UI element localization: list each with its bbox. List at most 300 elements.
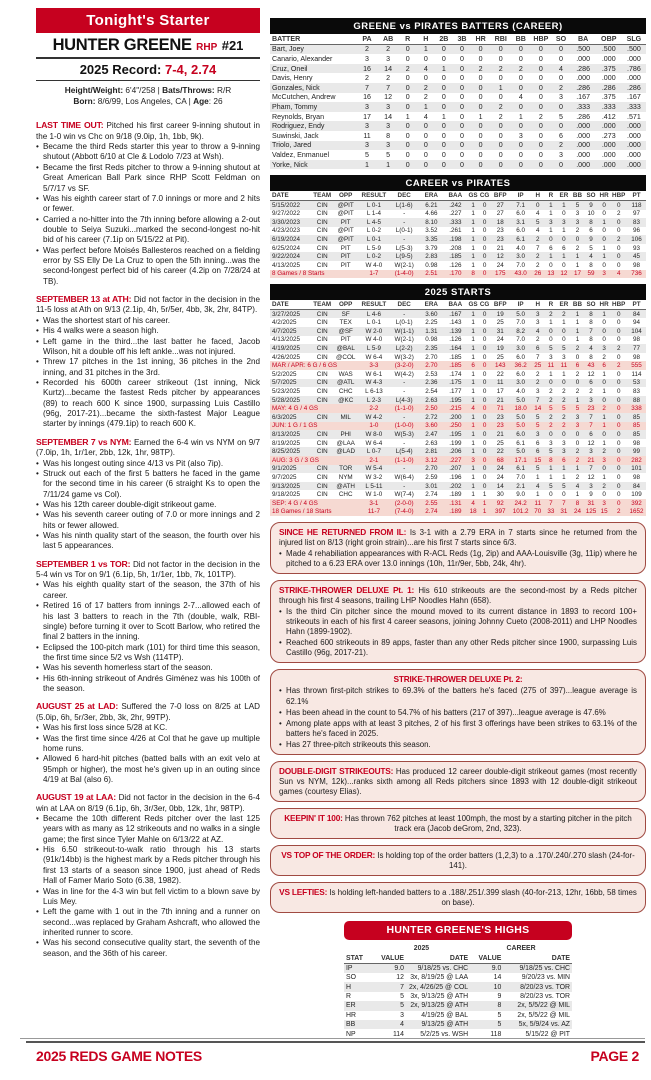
table-cell: CIN	[316, 413, 328, 421]
table-cell: 2	[562, 413, 566, 421]
table-cell: 12	[384, 93, 393, 102]
table-cell: 0	[616, 430, 621, 438]
table-cell: 0	[559, 160, 563, 169]
table-cell: 3	[562, 218, 566, 226]
box-heading: SINCE HE RETURNED FROM IL:	[279, 527, 407, 538]
table-cell: 5	[400, 1002, 404, 1010]
table-cell: 0	[498, 150, 503, 159]
table-row	[270, 309, 646, 318]
table-row	[344, 992, 572, 1001]
group-header: CAREER	[506, 945, 536, 953]
table-cell: 3	[562, 448, 566, 456]
table-cell: 5.0	[516, 422, 525, 430]
table-cell: W(7-4)	[394, 491, 414, 499]
table-cell: CIN	[316, 473, 328, 481]
table-cell: 1	[471, 387, 475, 395]
table-cell: 0	[482, 236, 487, 244]
table-cell: 0	[602, 227, 606, 235]
table-cell: PHI	[340, 430, 351, 438]
table-row	[270, 44, 646, 54]
table-cell: 118	[490, 1030, 502, 1038]
table-cell: 2	[365, 74, 369, 83]
table-cell: 71	[496, 405, 504, 413]
column-header: BB	[571, 300, 585, 309]
table-cell: 1	[471, 236, 475, 244]
table-cell: 0	[441, 83, 446, 92]
table-cell: 0	[441, 102, 446, 111]
table-cell: CIN	[316, 327, 328, 335]
table-cell: 8	[589, 319, 593, 327]
highs-banner: HUNTER GREENE'S HIGHS	[344, 921, 572, 940]
table-cell: 0	[518, 83, 523, 92]
table-cell: 31	[587, 499, 595, 507]
table-cell: 1	[575, 396, 580, 404]
table-cell: 0	[602, 210, 606, 218]
column-header: STAT	[344, 953, 373, 963]
table-cell: 77	[633, 345, 641, 353]
column-header: CG	[479, 301, 490, 309]
table-cell: 0	[482, 319, 487, 327]
table-row	[270, 141, 646, 151]
table-cell: 2.1	[516, 482, 525, 490]
column-header: H	[531, 300, 545, 309]
box-heading: STRIKE-THROWER DELUXE Pt. 2:	[393, 674, 523, 685]
table-cell: 0	[405, 93, 410, 102]
table-cell: 6.0	[516, 370, 525, 378]
table-cell: 0	[562, 210, 566, 218]
table-cell: 27	[496, 201, 504, 209]
table-cell: .126	[449, 336, 462, 344]
footer-right: PAGE 2	[590, 1048, 639, 1064]
table-cell: 0	[405, 150, 410, 159]
table-cell: Canario, Alexander	[272, 54, 333, 63]
table-row	[270, 270, 646, 279]
table-cell: 2	[575, 387, 580, 395]
bullet-item: • Was the first time since 4/26 at Col that he gave up multiple home runs.	[36, 734, 260, 755]
bullet-item: • Eclipsed the 100-pitch mark (101) for third time this season, the first time since 5/2 vs Wsh (114TP).	[36, 643, 260, 664]
table-cell: 2.55	[425, 499, 438, 507]
table-cell: @COL	[336, 353, 356, 361]
table-cell: 2.59	[425, 473, 438, 481]
table-cell: 18.0	[514, 405, 527, 413]
table-cell: @PIT	[337, 236, 354, 244]
table-row	[270, 413, 646, 422]
table-cell: 6	[471, 362, 475, 370]
table-cell: 1	[602, 413, 606, 421]
table-cell: 1	[602, 422, 606, 430]
table-cell: 5	[497, 1021, 502, 1029]
table-cell: 0.98	[425, 261, 438, 269]
table-row	[344, 1011, 572, 1020]
table-cell: (1-4-0)	[394, 270, 414, 278]
box-text: STRIKE-THROWER DELUXE Pt. 1: His 610 strikeouts are the second-most by a Reds pitcher through his first 4 seasons, trailing LHP Noodles Hahn (658).	[279, 585, 638, 606]
table-cell: 7	[589, 413, 593, 421]
table-cell: 0	[482, 482, 487, 490]
table-cell: 2	[562, 387, 566, 395]
table-cell: 1	[471, 491, 475, 499]
table-cell: 0	[441, 141, 446, 150]
table-cell: 2	[536, 336, 540, 344]
group-header-blank	[344, 944, 373, 953]
table-cell: 0	[616, 336, 621, 344]
table-cell: .786	[626, 64, 641, 73]
table-cell: -	[403, 379, 406, 387]
table-cell: 11-7	[367, 508, 380, 516]
table-cell: PIT	[340, 336, 351, 344]
table-cell: 0	[562, 327, 566, 335]
table-cell: TEX	[339, 319, 352, 327]
table-cell: 2	[423, 93, 428, 102]
table-cell: BB	[346, 1021, 356, 1029]
player-number: #21	[221, 38, 244, 53]
box-heading: DOUBLE-DIGIT STRIKEOUTS:	[279, 765, 394, 776]
table-body	[270, 309, 646, 516]
right-column	[270, 18, 646, 1039]
table-cell: 4	[423, 112, 428, 121]
table-cell: 3	[536, 387, 540, 395]
table-cell: 3	[562, 439, 566, 447]
table-cell: L(0-1)	[395, 319, 413, 327]
bio-line-1	[36, 85, 260, 96]
table-cell: 12	[587, 370, 595, 378]
info-box	[270, 808, 646, 839]
table-cell: 4	[616, 270, 621, 278]
game-notes-sections	[36, 120, 260, 959]
table-body	[344, 963, 572, 1039]
table-cell: 0	[616, 473, 621, 481]
table-cell: 2x, 5/5/22 @ MIL	[517, 1002, 570, 1010]
table-cell: 0	[616, 387, 621, 395]
table-cell: 23	[587, 405, 595, 413]
tonights-starter-banner: Tonight's Starter	[36, 8, 260, 33]
table-cell: 2.63	[425, 396, 438, 404]
table-cell: 9/13/25 @ ATH	[421, 1021, 469, 1029]
table-cell: 85	[633, 422, 641, 430]
table-cell: 0	[460, 160, 464, 169]
table-cell: 1	[549, 370, 553, 378]
table-cell: 0	[575, 353, 580, 361]
table-cell: 0	[498, 131, 503, 140]
table-row	[270, 336, 646, 345]
table-cell: 12	[560, 270, 568, 278]
table-cell: 3	[518, 131, 523, 140]
table-cell: 2.50	[425, 405, 438, 413]
column-header: DATE	[406, 953, 470, 963]
table-cell: 0	[482, 218, 487, 226]
table-cell: 0	[478, 150, 483, 159]
column-header: HR	[599, 301, 609, 309]
table-row	[270, 235, 646, 244]
table-cell: .000	[576, 54, 591, 63]
table-cell: 4	[575, 482, 580, 490]
table-cell: -	[403, 482, 406, 490]
table-cell: 1	[471, 310, 475, 318]
table-cell: CIN	[316, 387, 328, 395]
table-cell: 0	[460, 102, 464, 111]
section-heading: AUGUST 19 at LAA:	[36, 792, 116, 803]
table-cell: 3.01	[425, 482, 438, 490]
table-cell: .175	[449, 379, 462, 387]
column-header: HBP	[530, 34, 551, 44]
table-cell: 84	[633, 482, 641, 490]
table-cell: 36.2	[514, 362, 527, 370]
table-cell: .167	[576, 93, 591, 102]
table-cell: 0	[616, 353, 621, 361]
table-cell: .286	[576, 83, 591, 92]
table-row	[270, 64, 646, 74]
info-box	[270, 845, 646, 876]
table-cell: 0	[616, 482, 621, 490]
table-cell: 0	[405, 45, 410, 54]
table-cell: 0	[405, 74, 410, 83]
table-cell: 0	[482, 396, 487, 404]
table-body	[270, 44, 646, 169]
table-cell: 70	[534, 508, 542, 516]
table-cell: 114	[392, 1030, 404, 1038]
table-cell: SF	[341, 310, 350, 318]
section-heading: SEPTEMBER 1 vs TOR:	[36, 558, 131, 569]
table-cell: 17.1	[514, 456, 527, 464]
table-cell: 1	[536, 491, 540, 499]
table-cell: 4/26/2025	[272, 353, 301, 361]
table-cell: @BAL	[336, 345, 355, 353]
table-cell: 24	[496, 465, 504, 473]
table-cell: 2	[575, 456, 580, 464]
table-cell: 0	[602, 201, 606, 209]
table-cell: L(9-5)	[395, 253, 413, 261]
table-cell: .000	[601, 160, 616, 169]
table-row	[270, 422, 646, 431]
table-cell: 2	[559, 141, 563, 150]
header-row	[270, 191, 646, 200]
table-cell: 0	[559, 54, 563, 63]
table-cell: 0	[602, 236, 606, 244]
table-cell: 0	[478, 160, 483, 169]
table-cell: 0	[460, 74, 464, 83]
table-cell: CIN	[316, 210, 328, 218]
table-cell: 43.0	[514, 270, 527, 278]
table-cell: .185	[449, 253, 462, 261]
table-cell: 7	[536, 396, 540, 404]
bio-segment: R/R	[214, 85, 232, 95]
table-cell: 6	[602, 362, 606, 370]
table-cell: 0	[482, 201, 487, 209]
table-cell: W 3-2	[365, 473, 383, 481]
table-cell: 4	[559, 64, 563, 73]
table-cell: 5	[549, 482, 553, 490]
table-cell: 14	[496, 482, 504, 490]
table-cell: .261	[449, 227, 462, 235]
table-cell: 1	[471, 422, 475, 430]
table-cell: 14	[493, 974, 502, 982]
table-cell: 11	[363, 131, 371, 140]
table-cell: 0	[518, 45, 523, 54]
section-intro: LAST TIME OUT: Pitched his first career 9-inning shutout in the 1-0 win vs Chc on 9/18 (9.0ip, 1h, 1bb, 9k).	[36, 120, 260, 141]
table-cell: 2	[575, 448, 580, 456]
table-cell: 19	[496, 310, 504, 318]
table-cell: 2.36	[425, 379, 438, 387]
table-cell: 397	[494, 508, 506, 516]
table-cell: 8/20/23 vs. TOR	[520, 993, 570, 1000]
table-cell: 21	[496, 244, 504, 252]
table-cell: 13	[547, 270, 555, 278]
table-cell: 2.74	[425, 491, 438, 499]
table-cell: 0	[441, 160, 446, 169]
bullet-item: • Retired 16 of 17 batters from innings 2-7...allowed each of his last 3 batters to reach in the 7th (double, walk, RBI-single) before turning it over to Scott Barlow, who retired the final 2 batters in the inning.	[36, 601, 260, 642]
table-cell: 1	[562, 465, 566, 473]
table-cell: 5	[575, 201, 580, 209]
table-cell: 2	[498, 64, 503, 73]
note-section	[36, 792, 260, 959]
table-cell: 0.98	[425, 336, 438, 344]
column-header: IP	[510, 191, 531, 200]
column-header: VALUE	[373, 953, 406, 963]
table-cell: 26	[534, 270, 542, 278]
table-row	[270, 361, 646, 370]
table-cell: 4	[423, 64, 428, 73]
column-header: TEAM	[313, 192, 332, 200]
table-row	[270, 160, 646, 170]
table-cell: CIN	[316, 319, 328, 327]
table-cell: 109	[631, 491, 642, 499]
table-cell: 6	[562, 244, 566, 252]
table-cell: 5	[386, 150, 391, 159]
column-header: DEC	[389, 191, 419, 200]
info-box	[270, 882, 646, 913]
column-header: BFP	[490, 191, 510, 200]
table-cell: 0	[536, 201, 540, 209]
table-cell: 0	[562, 261, 566, 269]
table-cell: 5	[559, 112, 563, 121]
bullet-item: • Is the third Cin pitcher since the mound moved to its current distance in 1893 to record 100+ strikeouts in each of his first 4 career seasons, joining Johnny Cueto (2008-2011) and LHP Noodles Hahn (1899-1902).	[279, 607, 637, 637]
table-cell: 5/2/2025	[272, 370, 297, 378]
bullet-item: • Made 4 rehabiliation appearances with R-ACL Reds (1g, 2ip) and AAA-Louisville (3g, 11ip) where he pitched to a 6.23 ERA over 13.0 innings (10h, 11r/9er, 5bb, 24k, 4hr).	[279, 549, 637, 569]
bullet-item: • His 6th-inning strikeout of Andrés Giménez was his 100th of the season.	[36, 674, 260, 695]
bullet-item: • Left the game with 1 out in the 7th inning and a runner on second...was replaced by Graham Ashcraft, who allowed the inherited runner to score.	[36, 907, 260, 938]
table-cell: 2	[498, 102, 503, 111]
table-cell: 2	[498, 112, 503, 121]
table-cell: 3	[365, 102, 369, 111]
table-cell: 0	[616, 319, 621, 327]
table-cell: -	[403, 439, 406, 447]
table-cell: 7	[536, 244, 540, 252]
table-cell: 2	[616, 236, 621, 244]
table-cell: 0	[518, 122, 523, 131]
table-head	[344, 944, 572, 963]
table-cell: 7	[589, 465, 593, 473]
table-cell: 17	[573, 270, 581, 278]
table-row	[270, 102, 646, 112]
column-header: HBP	[612, 301, 626, 309]
table-cell: 0	[482, 227, 487, 235]
table-row	[270, 396, 646, 405]
table-cell: 2.70	[425, 353, 438, 361]
table-cell: 4/13/2025	[272, 261, 301, 269]
table-cell: CIN	[316, 236, 328, 244]
table-cell: 2	[549, 387, 553, 395]
table-cell: 6	[536, 439, 540, 447]
bio-segment: 6'4"/258 |	[123, 85, 163, 95]
footer-rule-thick	[26, 1041, 645, 1043]
table-cell: 2	[562, 310, 566, 318]
table-cell: 0	[482, 473, 487, 481]
table-cell: 1	[575, 465, 580, 473]
table-cell: .131	[449, 499, 462, 507]
box-text: KEEPIN' IT 100: Has thrown 762 pitches at least 100mph, the most by a starting pitcher in the pitch track era (Jacob deGrom, 2nd, 323).	[284, 812, 632, 833]
table-cell: .000	[626, 74, 641, 83]
table-cell: NYM	[338, 473, 353, 481]
section-intro: AUGUST 19 at LAA: Did not factor in the decision in the 6-4 win at LAA on 8/19 (6.1ip, 6h, 3r/3er, 0bb, 12k, 1hr, 98TP).	[36, 792, 261, 813]
table-cell: 30	[496, 491, 504, 499]
table-cell: 31	[496, 327, 504, 335]
table-cell: 98	[633, 261, 641, 269]
table-cell: 3	[365, 54, 369, 63]
column-header: ER	[557, 191, 571, 200]
table-row	[344, 1001, 572, 1010]
table-cell: 6	[589, 379, 593, 387]
table-row	[344, 982, 572, 991]
table-cell: CIN	[316, 353, 328, 361]
column-header: H	[417, 34, 435, 44]
table-cell: 555	[631, 362, 642, 370]
table-cell: ER	[346, 1002, 356, 1010]
table-cell: 0	[460, 93, 464, 102]
table-cell: 5.0	[516, 396, 525, 404]
table-cell: .000	[576, 122, 591, 131]
column-header: SO	[584, 191, 598, 200]
table-cell: 4	[400, 1021, 404, 1029]
table-cell: 2x, 4/26/25 @ COL	[409, 983, 469, 991]
bullet-item: • Has been ahead in the count to 54.7% of his batters (217 of 397)...league average is 47.6%	[279, 708, 637, 718]
table-cell: 0	[575, 439, 580, 447]
table-cell: 101	[631, 465, 642, 473]
table-cell: .333	[601, 102, 616, 111]
table-cell: 0	[423, 54, 428, 63]
table-cell: (1-1-0)	[394, 405, 414, 413]
table-cell: 2	[536, 236, 540, 244]
table-cell: 0	[423, 131, 428, 140]
table-cell: 8	[589, 353, 593, 361]
table-cell: 17	[363, 112, 371, 121]
table-cell: .208	[449, 244, 462, 252]
table-cell: 0	[616, 370, 621, 378]
table-cell: 1	[482, 499, 487, 507]
column-header: PA	[356, 34, 377, 44]
table-cell: 0	[482, 422, 487, 430]
table-cell: 3	[549, 353, 553, 361]
table-cell: 3	[602, 456, 606, 464]
table-cell: 98	[633, 473, 641, 481]
table-cell: CIN	[316, 201, 328, 209]
table-cell: 7	[365, 83, 369, 92]
table-cell: 12	[396, 974, 404, 982]
table-cell: 1	[482, 491, 487, 499]
bullet-item: • Was his second consecutive quality start, the seventh of the season, and the 36th of his career.	[36, 938, 260, 959]
table-cell: CIN	[316, 261, 328, 269]
group-header-row	[344, 944, 572, 953]
table-cell: 1	[602, 310, 606, 318]
table-cell: 0	[498, 45, 503, 54]
table-cell: 0	[518, 160, 523, 169]
table-cell: 23	[496, 422, 504, 430]
box-heading-line	[279, 674, 637, 685]
table-cell: 0	[549, 261, 553, 269]
table-cell: CIN	[316, 310, 328, 318]
table-cell: 98	[633, 336, 641, 344]
table-cell: 45	[633, 253, 641, 261]
table-cell: W 4-2	[365, 413, 383, 421]
table-cell: HR	[346, 1011, 356, 1019]
